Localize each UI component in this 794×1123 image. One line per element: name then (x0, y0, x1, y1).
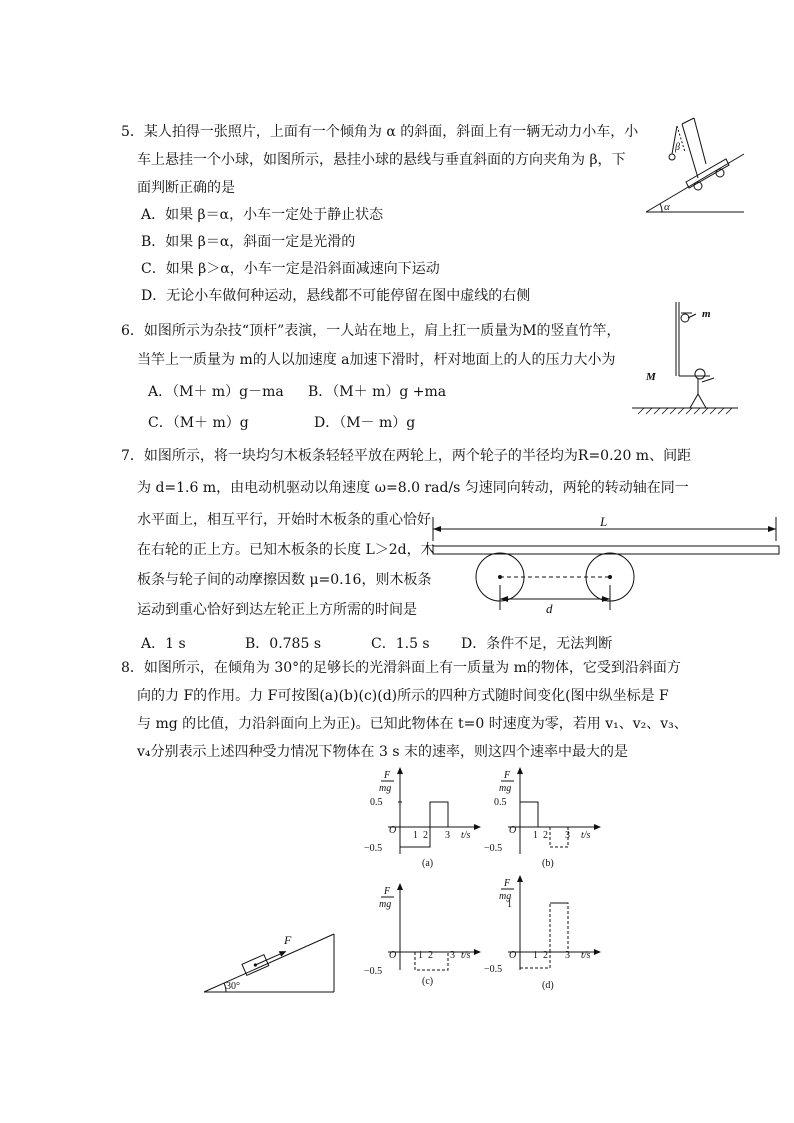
graph-a-xtick-3: 3 (445, 830, 450, 841)
q7-line6: 运动到重心恰好到达左轮正上方所需的时间是 (137, 602, 417, 618)
q6-line1: 6．如图所示为杂技“顶杆”表演，一人站在地上，肩上扛一质量为M的竖直竹竿， (121, 323, 621, 339)
q6-pole-acrobat-figure (630, 296, 740, 416)
graph-a-axis-x: t/s (461, 830, 471, 841)
graph-c-xtick-1: 1 (418, 950, 423, 961)
graph-c-axis-y-den: mg (379, 899, 392, 910)
q8-graph-a (360, 764, 490, 872)
graph-d-xtick-3: 3 (565, 950, 570, 961)
q7-line4: 在右轮的正上方。已知木板条的长度 L＞2d，木 (137, 542, 435, 558)
graph-b-ytick-pos: 0.5 (494, 797, 507, 808)
graph-b-ytick-neg: −0.5 (484, 843, 503, 854)
graph-c-caption: (c) (422, 976, 434, 987)
q6-line2: 当竿上一质量为 m的人以加速度 a加速下滑时，杆对地面上的人的压力大小为 (137, 352, 616, 368)
graph-d-ytick-neg: −0.5 (484, 964, 503, 975)
q5-option-d: D．无论小车做何种运动，悬线都不可能停留在图中虚线的右侧 (141, 288, 531, 304)
q7-line2: 为 d=1.6 m，由电动机驱动以角速度 ω=8.0 rad/s 匀速同向转动，两轮的转动轴在同一 (137, 480, 689, 496)
q6-option-c: C．（M＋ m）g (148, 415, 249, 431)
q8-line3: 与 mg 的比值，力沿斜面向上为正)。已知此物体在 t=0 时速度为零，若用 v₁、v₂、v₃、 (137, 716, 688, 732)
graph-a-ytick-pos: 0.5 (370, 797, 383, 808)
graph-b-xtick-2: 2 (543, 830, 548, 841)
graph-a-ytick-neg: −0.5 (364, 843, 383, 854)
graph-b-axis-y-den: mg (499, 783, 512, 794)
q8-graph-c (360, 880, 490, 988)
q5-beta-label: β (675, 142, 680, 153)
graph-c-xtick-3: 3 (450, 950, 455, 961)
q5-option-b: B．如果 β＝α，斜面一定是光滑的 (141, 234, 356, 250)
graph-b-xtick-3: 3 (565, 830, 570, 841)
q7-option-c: C．1.5 s (371, 636, 430, 652)
graph-d-axis-y-den: mg (499, 891, 512, 902)
q8-line2: 向的力 F的作用。力 F可按图(a)(b)(c)(d)所示的四种方式随时间变化(图中纵坐标是 F (137, 688, 669, 704)
q5-line3: 面判断正确的是 (137, 180, 235, 196)
q6-small-m-label: m (702, 308, 711, 320)
q7-option-b: B．0.785 s (245, 636, 322, 652)
q8-graph-d (480, 872, 610, 992)
graph-a-caption: (a) (422, 858, 434, 869)
graph-c-origin: O (389, 950, 397, 961)
graph-b-axis-y-num: F (504, 770, 511, 781)
graph-d-axis-x: t/s (581, 950, 591, 961)
q6-big-m-label: M (646, 371, 656, 383)
graph-b-axis-x: t/s (581, 830, 591, 841)
graph-c-xtick-2: 2 (428, 950, 433, 961)
graph-d-caption: (d) (542, 980, 554, 991)
q5-incline-cart-figure (640, 112, 750, 217)
graph-b-origin: O (509, 825, 517, 836)
q6-option-b: B．（M＋ m）g +ma (308, 384, 447, 400)
q6-option-d: D．（M－ m）g (314, 415, 416, 431)
graph-c-axis-y-num: F (384, 886, 391, 897)
graph-a-xtick-2: 2 (423, 830, 428, 841)
graph-c-ytick-neg: −0.5 (364, 966, 383, 977)
graph-a-xtick-1: 1 (413, 830, 418, 841)
q8-graph-b (480, 764, 610, 872)
graph-a-origin: O (389, 825, 397, 836)
graph-d-axis-y-num: F (504, 878, 511, 889)
q7-distance-label: d (546, 601, 553, 616)
q8-slope-angle-label: 30° (226, 981, 240, 992)
q7-board-wheels-figure (430, 515, 786, 625)
q5-line1: 5．某人拍得一张照片，上面有一个倾角为 α 的斜面，斜面上有一辆无动力小车，小 (121, 124, 639, 140)
q8-line1: 8．如图所示，在倾角为 30°的足够长的光滑斜面上有一质量为 m的物体，它受到沿斜面方 (121, 660, 681, 676)
q5-alpha-label: α (664, 201, 670, 213)
q8-force-label: F (284, 933, 292, 947)
q7-line1: 7．如图所示，将一块均匀木板条轻轻平放在两轮上，两个轮子的半径均为R=0.20 m、间距 (121, 448, 692, 464)
q7-length-label: L (600, 514, 608, 529)
graph-c-axis-x: t/s (461, 950, 471, 961)
q7-option-d: D．条件不足，无法判断 (461, 636, 613, 652)
graph-d-xtick-1: 1 (533, 950, 538, 961)
q5-option-c: C．如果 β＞α，小车一定是沿斜面减速向下运动 (141, 261, 440, 277)
q6-option-a: A．（M＋ m）g－ma (148, 384, 284, 400)
graph-d-origin: O (509, 950, 517, 961)
graph-a-axis-y-den: mg (379, 783, 392, 794)
graph-b-xtick-1: 1 (533, 830, 538, 841)
q5-line2: 车上悬挂一个小球，如图所示，悬挂小球的悬线与垂直斜面的方向夹角为 β，下 (137, 152, 626, 168)
graph-d-xtick-2: 2 (543, 950, 548, 961)
graph-a-axis-y-num: F (384, 770, 391, 781)
graph-d-ytick-pos: 1 (507, 899, 512, 910)
q7-line3: 水平面上，相互平行，开始时木板条的重心恰好 (137, 512, 431, 528)
q8-line4: v₄分别表示上述四种受力情况下物体在 3 s 末的速率，则这四个速率中最大的是 (137, 744, 628, 760)
q8-slope-figure (200, 928, 340, 998)
q7-line5: 板条与轮子间的动摩擦因数 μ=0.16，则木板条 (137, 572, 432, 588)
q5-option-a: A．如果 β＝α，小车一定处于静止状态 (141, 207, 384, 223)
graph-b-caption: (b) (542, 858, 554, 869)
q7-option-a: A．1 s (141, 636, 186, 652)
